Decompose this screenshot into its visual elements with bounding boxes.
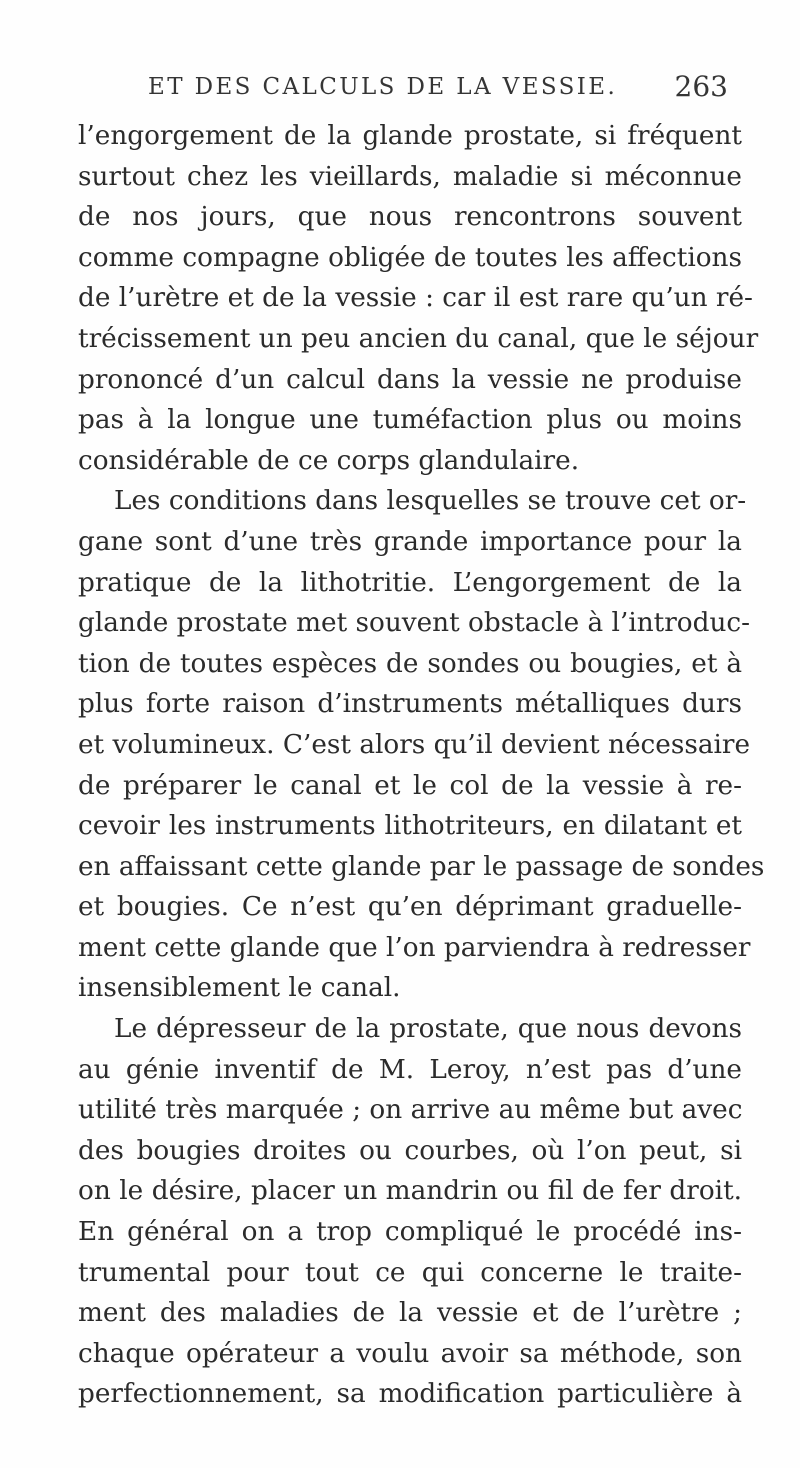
text-line: Le dépresseur de la prostate, que nous devons: [114, 1014, 742, 1045]
text-line: trumental pour tout ce qui concerne le traite-: [78, 1257, 742, 1288]
paragraph-2: [78, 481, 765, 1009]
text-line: surtout chez les vieillards, maladie si méconnue: [78, 161, 742, 192]
body-text: [78, 116, 765, 1415]
text-line: plus forte raison d’instruments métalliques durs: [78, 689, 742, 720]
text-line: trécissement un peu ancien du canal, que le séjour: [78, 323, 759, 354]
text-line: on le désire, placer un mandrin ou fil de fer droit.: [78, 1176, 742, 1207]
text-line: gane sont d’une très grande importance pour la: [78, 526, 742, 557]
text-line: chaque opérateur a voulu avoir sa méthode, son: [78, 1338, 742, 1369]
running-title: ET DES CALCULS DE LA VESSIE.: [148, 74, 618, 100]
text-line: de l’urètre et de la vessie : car il est rare qu’un ré-: [78, 283, 753, 314]
paragraph-1: [78, 116, 759, 481]
text-line: En général on a trop compliqué le procédé ins-: [78, 1217, 742, 1248]
text-line: tion de toutes espèces de sondes ou bougies, et à: [78, 648, 742, 679]
text-line: et bougies. Ce n’est qu’en déprimant graduelle-: [78, 892, 742, 923]
running-head: [148, 70, 728, 114]
text-line: pratique de la lithotritie. L’engorgement de la: [78, 567, 742, 598]
text-line: perfectionnement, sa modification particulière à: [78, 1379, 742, 1410]
text-line: Les conditions dans lesquelles se trouve cet or-: [114, 486, 747, 517]
text-line: considérable de ce corps glandulaire.: [78, 445, 580, 476]
text-line: au génie inventif de M. Leroy, n’est pas d’une: [78, 1054, 742, 1085]
text-line: prononcé d’un calcul dans la vessie ne produise: [78, 364, 742, 395]
text-line: en affaissant cette glande par le passage de sondes: [78, 851, 765, 882]
text-line: comme compagne obligée de toutes les affections: [78, 242, 742, 273]
paragraph-3: [78, 1009, 742, 1415]
text-line: cevoir les instruments lithotriteurs, en dilatant et: [78, 811, 742, 842]
text-line: des bougies droites ou courbes, où l’on peut, si: [78, 1135, 742, 1166]
text-line: ment cette glande que l’on parviendra à redresser: [78, 932, 751, 963]
text-line: insensiblement le canal.: [78, 973, 401, 1004]
text-line: de préparer le canal et le col de la vessie à re-: [78, 770, 742, 801]
text-line: et volumineux. C’est alors qu’il devient nécessaire: [78, 729, 751, 760]
page-number: 263: [674, 70, 728, 103]
text-line: l’engorgement de la glande prostate, si fréquent: [78, 121, 742, 151]
text-line: pas à la longue une tuméfaction plus ou moins: [78, 405, 742, 436]
text-line: de nos jours, que nous rencontrons souvent: [78, 202, 742, 233]
text-line: ment des maladies de la vessie et de l’urètre ;: [78, 1298, 742, 1329]
text-line: utilité très marquée ; on arrive au même but avec: [78, 1095, 743, 1126]
text-line: glande prostate met souvent obstacle à l’introduc-: [78, 608, 751, 639]
